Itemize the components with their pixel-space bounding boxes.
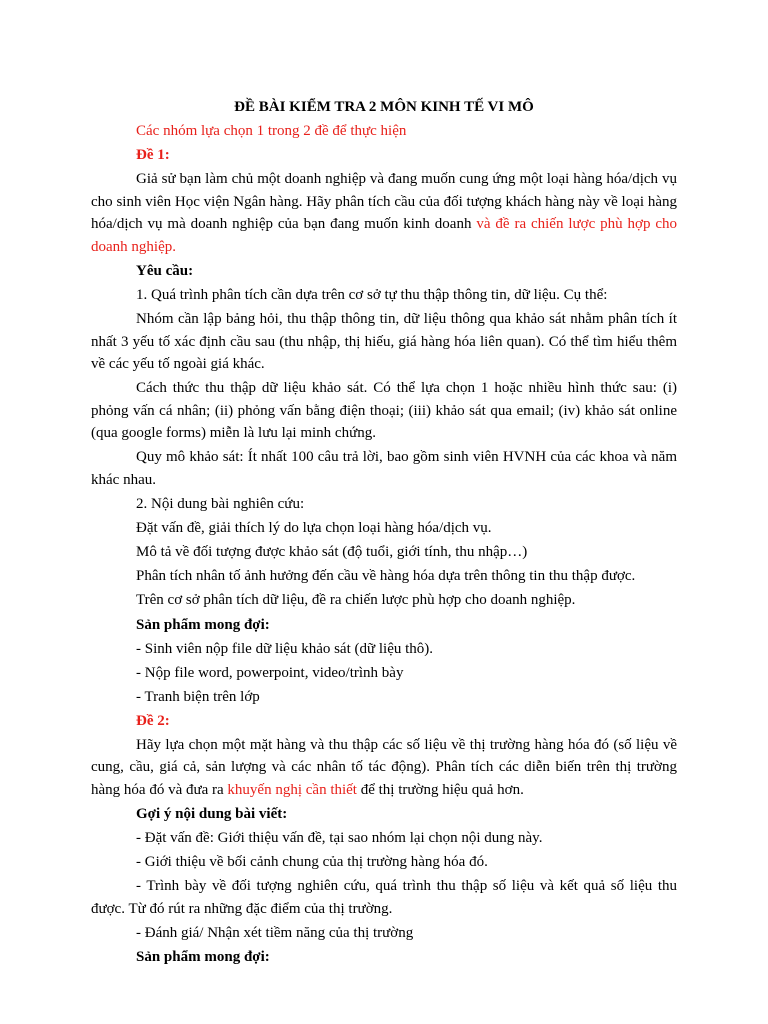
de2-intro-highlight: khuyến nghị cần thiết bbox=[227, 781, 357, 798]
de2-heading: Đề 2: bbox=[136, 712, 170, 729]
de2-intro-text: Hãy lựa chọn một mặt hàng và thu thập các số liệu về thị trường hàng hóa đó (số liệu về cung, cầu, giá cả, sản lượng và các nhân tố tác động). Phân tích các diễn biến trên thị trường hàng hóa đó và đưa ra bbox=[91, 736, 677, 798]
de2-suggest-item: - Trình bày về đối tượng nghiên cứu, quá trình thu thập số liệu và kết quả số liệu thu được. Từ đó rút ra những đặc điểm của thị trường. bbox=[91, 878, 677, 917]
de1-requirements-heading: Yêu cầu: bbox=[136, 263, 194, 280]
de1-req1-p1: Nhóm cần lập bảng hỏi, thu thập thông tin, dữ liệu thông qua khảo sát nhằm phân tích ít nhất 3 yếu tố xác định cầu sau (thu nhập, thị hiếu, giá hàng hóa liên quan). Có thể tìm hiểu thêm về các yếu tố ngoài giá khác. bbox=[91, 311, 677, 373]
de2-intro bbox=[91, 734, 677, 802]
de1-product-item: - Sinh viên nộp file dữ liệu khảo sát (dữ liệu thô). bbox=[136, 640, 434, 657]
de1-intro-highlight: và đề ra chiến lược phù hợp cho doanh nghiệp. bbox=[91, 216, 677, 255]
de2-intro-text-end: để thị trường hiệu quả hơn. bbox=[356, 781, 524, 798]
de1-req1-p3: Quy mô khảo sát: Ít nhất 100 câu trả lời, bao gồm sinh viên HVNH của các khoa và năm khác nhau. bbox=[91, 449, 677, 488]
de2-suggest-heading: Gợi ý nội dung bài viết: bbox=[136, 806, 288, 823]
de1-products-heading: Sản phẩm mong đợi: bbox=[136, 616, 270, 633]
document-body bbox=[91, 96, 677, 970]
de2-suggest-item: - Đánh giá/ Nhận xét tiềm năng của thị trường bbox=[136, 924, 414, 941]
instruction-text: Các nhóm lựa chọn 1 trong 2 đề để thực hiện bbox=[136, 123, 407, 140]
de1-product-item: - Tranh biện trên lớp bbox=[136, 688, 260, 705]
de2-suggest-item: - Giới thiệu về bối cảnh chung của thị trường hàng hóa đó. bbox=[136, 854, 488, 871]
de1-req1-p2: Cách thức thu thập dữ liệu khảo sát. Có thể lựa chọn 1 hoặc nhiều hình thức sau: (i) phỏng vấn cá nhân; (ii) phỏng vấn bằng điện thoại; (iii) khảo sát qua email; (iv) khảo sát online (qua google forms) miễn là lưu lại minh chứng. bbox=[91, 380, 677, 442]
de1-heading: Đề 1: bbox=[136, 147, 170, 164]
de1-req2-item: Đặt vấn đề, giải thích lý do lựa chọn loại hàng hóa/dịch vụ. bbox=[136, 520, 492, 537]
de2-suggest-item: - Đặt vấn đề: Giới thiệu vấn đề, tại sao nhóm lại chọn nội dung này. bbox=[136, 830, 543, 847]
de1-req2-item: Mô tả về đối tượng được khảo sát (độ tuổi, giới tính, thu nhập…) bbox=[136, 544, 528, 561]
document-title: ĐỀ BÀI KIỂM TRA 2 MÔN KINH TẾ VI MÔ bbox=[234, 99, 534, 115]
de1-product-item: - Nộp file word, powerpoint, video/trình bày bbox=[136, 664, 404, 681]
de1-req1: 1. Quá trình phân tích cần dựa trên cơ sở tự thu thập thông tin, dữ liệu. Cụ thể: bbox=[136, 287, 608, 304]
de1-req2-item: Phân tích nhân tố ảnh hưởng đến cầu về hàng hóa dựa trên thông tin thu thập được. bbox=[136, 568, 636, 585]
de1-req2-item: Trên cơ sở phân tích dữ liệu, đề ra chiến lược phù hợp cho doanh nghiệp. bbox=[136, 592, 576, 609]
de2-products-heading: Sản phẩm mong đợi: bbox=[136, 949, 270, 966]
de1-intro-text: Giả sử bạn làm chủ một doanh nghiệp và đang muốn cung ứng một loại hàng hóa/dịch vụ cho sinh viên Học viện Ngân hàng. Hãy phân tích cầu của đối tượng khách hàng này về loại hàng hóa/dịch vụ mà doanh nghiệp của bạn đang muốn kinh doanh bbox=[91, 171, 677, 233]
de1-intro bbox=[91, 168, 677, 258]
de1-req2: 2. Nội dung bài nghiên cứu: bbox=[136, 496, 305, 513]
